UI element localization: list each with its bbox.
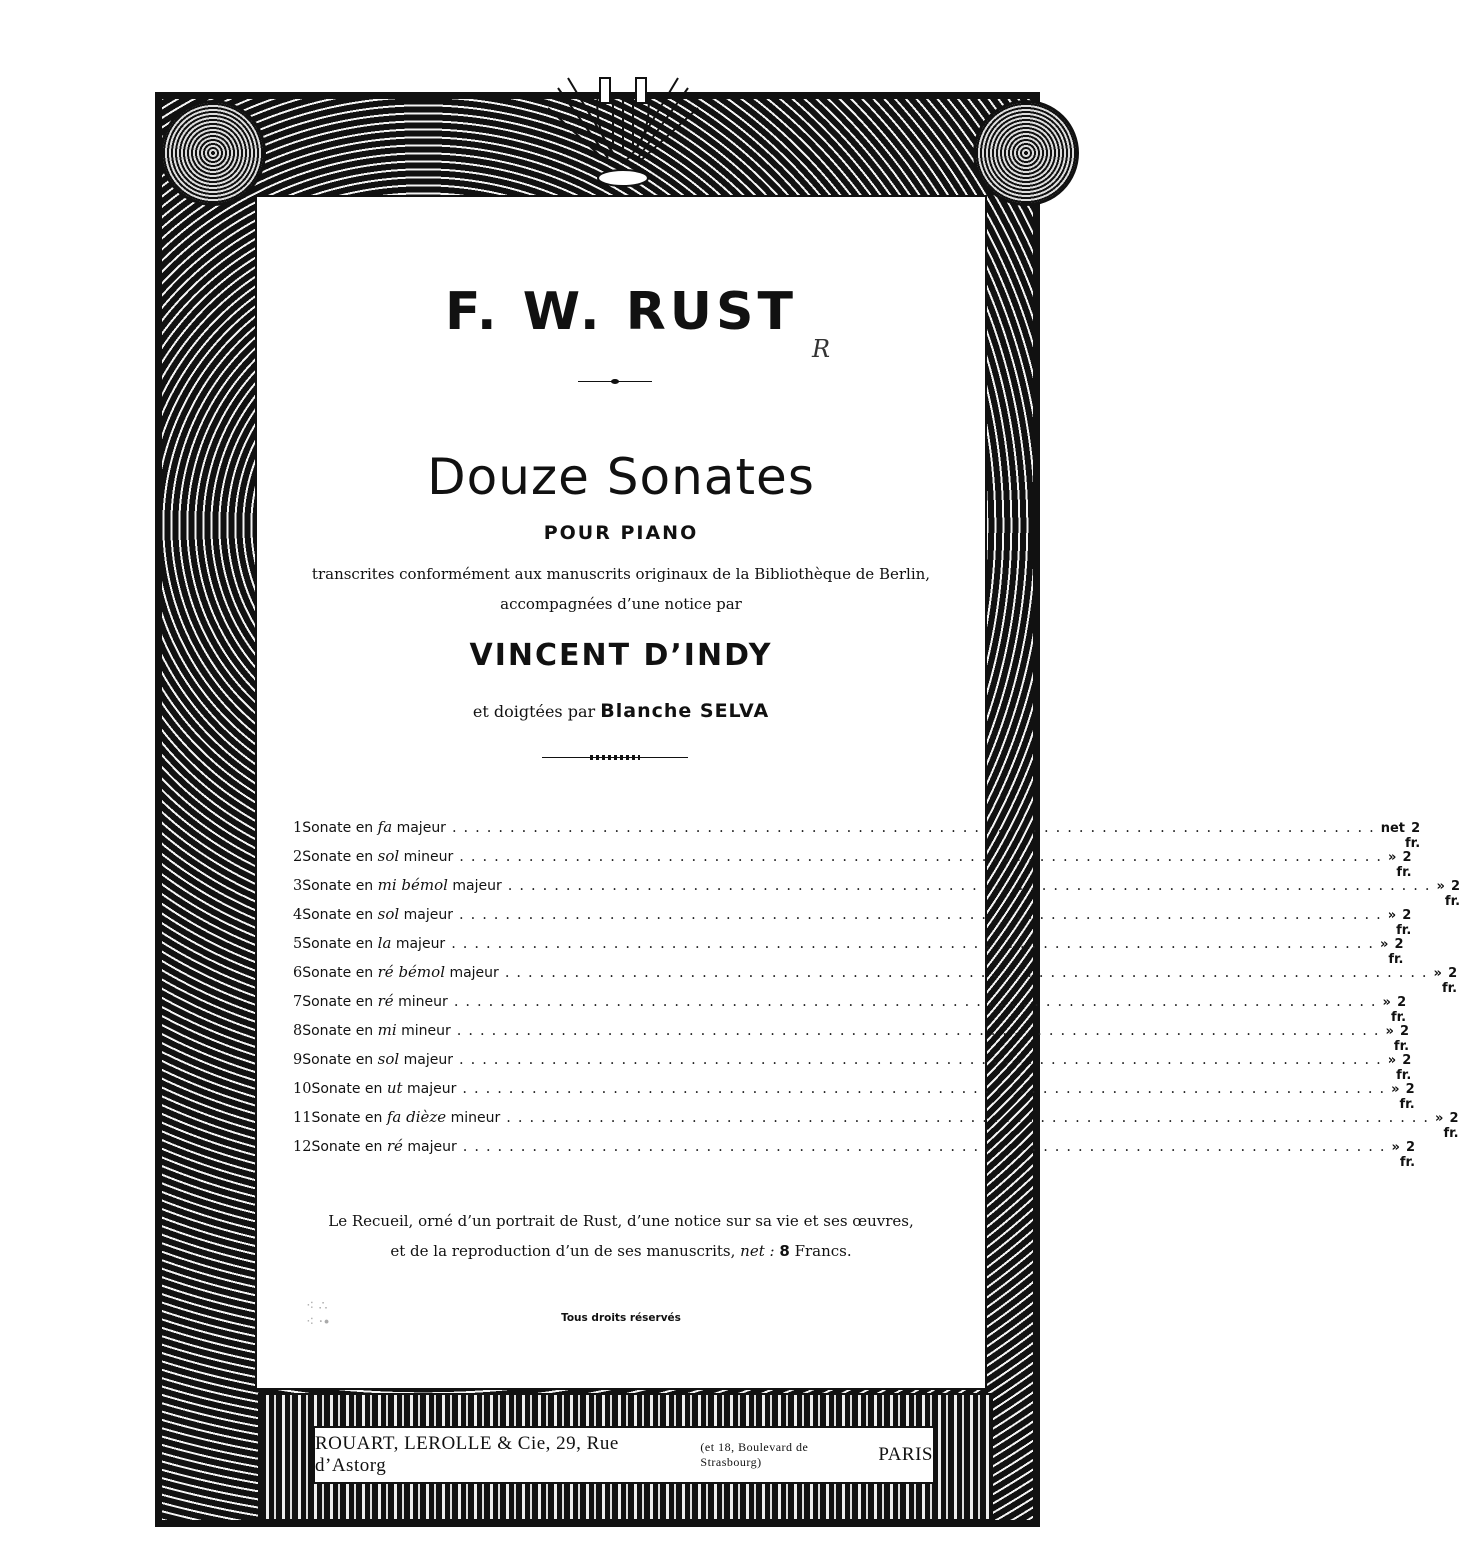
price-prefix: »: [1385, 1024, 1394, 1039]
dot-leader: ................................................................................: [507, 878, 1437, 894]
sonata-mode: mineur: [401, 1023, 451, 1039]
sonata-name: [302, 876, 502, 894]
dot-leader: ................................................................................: [462, 1139, 1392, 1155]
sonata-mode: majeur: [403, 907, 453, 923]
dot-leader: ................................................................................: [458, 907, 1388, 923]
sonata-prefix: Sonate en: [302, 1023, 374, 1039]
fingering-credit: [255, 700, 987, 722]
sonata-mode: majeur: [407, 1139, 457, 1155]
price-prefix: »: [1379, 937, 1389, 952]
sonata-mode: mineur: [403, 849, 454, 865]
sonata-name: [302, 934, 445, 952]
sonata-prefix: Sonate en: [302, 936, 374, 952]
sonata-number: 7: [293, 994, 303, 1010]
sonata-price: 2 fr.: [1444, 879, 1460, 909]
sonata-prefix: Sonate en: [302, 965, 374, 981]
editor-name: VINCENT D’INDY: [469, 638, 773, 673]
sonata-key: ré bémol: [377, 963, 445, 981]
sonata-number: 4: [293, 907, 303, 923]
description-line-2: accompagnées d’une notice par: [500, 595, 742, 613]
fingering-prefix: et doigtées par: [472, 702, 596, 721]
sonata-key: la: [377, 934, 392, 952]
price-prefix: »: [1382, 995, 1391, 1010]
rights-notice: Tous droits réservés: [561, 1312, 681, 1324]
collection-price-unit: Francs.: [794, 1242, 852, 1260]
sonata-name: [311, 1137, 456, 1155]
sonata-mode: majeur: [407, 1081, 457, 1097]
sonata-prefix: Sonate en: [311, 1110, 383, 1126]
sonata-row: [293, 963, 1458, 996]
sonata-number: 5: [293, 936, 303, 952]
lyre-icon: [538, 68, 708, 198]
sonata-key: sol: [377, 847, 400, 865]
sonata-name: [302, 905, 453, 923]
dot-leader: ................................................................................: [506, 1110, 1436, 1126]
sonata-name: [302, 1021, 451, 1039]
sonata-name: [302, 992, 448, 1010]
sonata-row: [293, 818, 1421, 851]
sonata-number: 10: [293, 1081, 312, 1097]
sonata-prefix: Sonate en: [302, 849, 374, 865]
sonata-name: [311, 1079, 456, 1097]
sonata-price: 2 fr.: [1404, 821, 1421, 851]
dot-leader: ................................................................................: [456, 1023, 1386, 1039]
publisher-main: ROUART, LEROLLE & Cie, 29, Rue d’Astorg: [315, 1433, 619, 1476]
sonata-mode: majeur: [449, 965, 499, 981]
sonata-name: [302, 847, 453, 865]
price-prefix: »: [1391, 1082, 1400, 1097]
sonata-key: sol: [377, 1050, 400, 1068]
sonata-name: [302, 1050, 453, 1068]
sonata-number: 6: [293, 965, 303, 981]
sonata-prefix: Sonate en: [302, 1052, 374, 1068]
price-prefix: »: [1391, 1140, 1400, 1155]
sonata-row: [293, 992, 1407, 1025]
library-stamp-icon: ⁖ ∴ ⁖ ·∙: [306, 1298, 330, 1330]
work-subtitle: POUR PIANO: [543, 522, 699, 544]
sonata-price: 2 fr.: [1399, 1140, 1416, 1170]
sonata-mode: majeur: [395, 936, 446, 952]
sonata-row: [293, 1050, 1412, 1083]
sonata-price: 2 fr.: [1441, 966, 1458, 996]
price-prefix: »: [1435, 1111, 1444, 1126]
sonata-key: fa dièze: [386, 1108, 447, 1126]
title-panel: [255, 195, 987, 1390]
price-prefix: »: [1387, 1053, 1397, 1068]
publisher-city: PARIS: [878, 1444, 933, 1465]
collection-note-text: et de la reproduction d’un de ses manuscrits,: [390, 1242, 736, 1260]
publisher-sub: (et 18, Boulevard de Strasbourg): [700, 1440, 809, 1469]
sonata-number: 9: [293, 1052, 303, 1068]
sonata-name: [302, 818, 446, 836]
dot-leader: ................................................................................: [504, 965, 1434, 981]
price-prefix: net: [1380, 821, 1405, 836]
sonata-price: 2 fr.: [1390, 995, 1407, 1025]
sonata-mode: majeur: [452, 878, 502, 894]
dot-leader: ................................................................................: [459, 849, 1389, 865]
sonata-key: sol: [377, 905, 400, 923]
sonata-name: [311, 1108, 500, 1126]
price-prefix: »: [1388, 850, 1397, 865]
price-prefix: »: [1433, 966, 1442, 981]
sonata-name: [302, 963, 499, 981]
sonata-number: 11: [293, 1110, 312, 1126]
sonata-key: ré: [377, 992, 394, 1010]
sonata-number: 1: [293, 820, 303, 836]
dot-leader: ................................................................................: [462, 1081, 1392, 1097]
collection-price: 8: [779, 1242, 790, 1260]
divider: [578, 381, 652, 382]
sonata-prefix: Sonate en: [302, 994, 374, 1010]
dot-leader: ................................................................................: [458, 1052, 1388, 1068]
sonata-prefix: Sonate en: [302, 907, 374, 923]
top-right-medallion-icon: [973, 100, 1079, 206]
sonata-row: [293, 876, 1460, 909]
sonata-row: [293, 1021, 1410, 1054]
sonata-price: 2 fr.: [1443, 1111, 1459, 1141]
sonata-mode: mineur: [450, 1110, 501, 1126]
sonata-list: [293, 818, 1460, 1170]
collection-note-net: net :: [740, 1242, 775, 1260]
dot-leader: ................................................................................: [453, 994, 1383, 1010]
sonata-prefix: Sonate en: [302, 820, 374, 836]
sonata-number: 12: [293, 1139, 312, 1155]
sonata-prefix: Sonate en: [302, 878, 374, 894]
divider: [542, 757, 688, 758]
sonata-price: 2 fr.: [1393, 1024, 1410, 1054]
sonata-row: [293, 905, 1412, 938]
sonata-price: 2 fr.: [1388, 937, 1404, 967]
fingering-by: Blanche SELVA: [600, 700, 770, 722]
description-line-1: transcrites conformément aux manuscrits originaux de la Bibliothèque de Berlin,: [311, 565, 931, 583]
sonata-row: [293, 847, 1412, 880]
sonata-key: mi: [377, 1021, 397, 1039]
sonata-price: 2 fr.: [1399, 1082, 1415, 1112]
sonata-row: [293, 1079, 1415, 1112]
sonata-prefix: Sonate en: [311, 1081, 383, 1097]
sonata-key: fa: [377, 818, 393, 836]
sonata-key: ré: [386, 1137, 403, 1155]
work-title: Douze Sonates: [427, 448, 815, 506]
composer-name: F. W. RUST: [445, 282, 797, 342]
sonata-row: [293, 934, 1404, 967]
sonata-mode: majeur: [403, 1052, 453, 1068]
sonata-number: 3: [293, 878, 303, 894]
sonata-key: ut: [386, 1079, 403, 1097]
sonata-price: 2 fr.: [1396, 908, 1412, 938]
sonata-mode: mineur: [398, 994, 448, 1010]
top-left-medallion-icon: [160, 100, 266, 206]
price-prefix: »: [1387, 908, 1397, 923]
collection-note-line-2: [255, 1242, 987, 1260]
sonata-number: 8: [293, 1023, 303, 1039]
dot-leader: ................................................................................: [451, 820, 1381, 836]
sonata-key: mi bémol: [377, 876, 448, 894]
sonata-row: [293, 1108, 1459, 1141]
publisher-imprint: [313, 1426, 935, 1484]
handwritten-note: R: [812, 335, 831, 363]
sonata-row: [293, 1137, 1416, 1170]
sonata-number: 2: [293, 849, 303, 865]
sonata-mode: majeur: [396, 820, 446, 836]
sonata-prefix: Sonate en: [311, 1139, 383, 1155]
collection-note-line-1: Le Recueil, orné d’un portrait de Rust, d’une notice sur sa vie et ses œuvres,: [328, 1212, 914, 1230]
sonata-price: 2 fr.: [1396, 850, 1412, 880]
sonata-price: 2 fr.: [1396, 1053, 1412, 1083]
dot-leader: ................................................................................: [451, 936, 1380, 952]
price-prefix: »: [1436, 879, 1445, 894]
